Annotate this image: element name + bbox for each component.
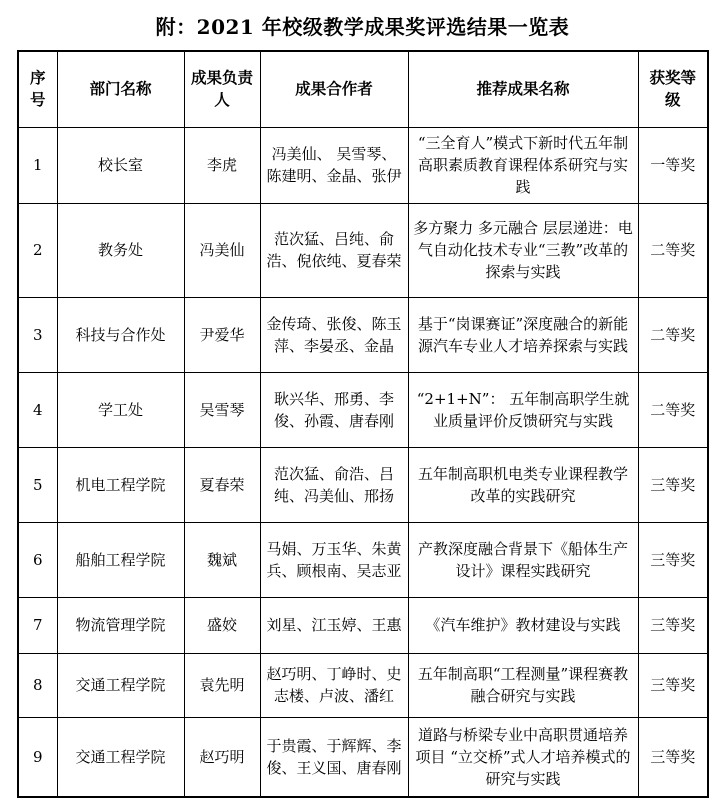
cell-achievement-name: “三全育人”模式下新时代五年制高职素质教育课程体系研究与实践 bbox=[408, 127, 638, 203]
cell-department: 科技与合作处 bbox=[57, 297, 184, 372]
cell-serial-number: 5 bbox=[18, 447, 57, 522]
cell-leader: 袁先明 bbox=[184, 653, 260, 717]
table-header-row bbox=[18, 51, 708, 127]
cell-department: 物流管理学院 bbox=[57, 597, 184, 653]
cell-collaborators: 范次猛、俞浩、吕纯、冯美仙、邢扬 bbox=[260, 447, 408, 522]
cell-award-level: 三等奖 bbox=[638, 447, 708, 522]
cell-collaborators: 马娟、万玉华、朱黄兵、顾根南、吴志亚 bbox=[260, 522, 408, 597]
cell-collaborators: 冯美仙、 吴雪琴、陈建明、金晶、张伊 bbox=[260, 127, 408, 203]
cell-award-level: 二等奖 bbox=[638, 297, 708, 372]
cell-award-level: 二等奖 bbox=[638, 372, 708, 447]
cell-achievement-name: 道路与桥梁专业中高职贯通培养项目 “立交桥”式人才培养模式的研究与实践 bbox=[408, 717, 638, 797]
cell-serial-number: 6 bbox=[18, 522, 57, 597]
cell-collaborators: 于贵霞、于辉辉、李俊、王义国、唐春刚 bbox=[260, 717, 408, 797]
cell-collaborators: 赵巧明、丁峥时、史志楼、卢波、潘红 bbox=[260, 653, 408, 717]
cell-collaborators: 金传琦、张俊、陈玉萍、李晏丞、金晶 bbox=[260, 297, 408, 372]
cell-achievement-name: 《汽车维护》教材建设与实践 bbox=[408, 597, 638, 653]
table-row bbox=[18, 447, 708, 522]
cell-award-level: 一等奖 bbox=[638, 127, 708, 203]
cell-leader: 赵巧明 bbox=[184, 717, 260, 797]
cell-collaborators: 范次猛、吕纯、俞浩、倪依纯、夏春荣 bbox=[260, 203, 408, 297]
cell-serial-number: 2 bbox=[18, 203, 57, 297]
header-leader: 成果负责人 bbox=[184, 51, 260, 127]
cell-achievement-name: 五年制高职机电类专业课程教学改革的实践研究 bbox=[408, 447, 638, 522]
cell-leader: 冯美仙 bbox=[184, 203, 260, 297]
results-table bbox=[17, 50, 709, 798]
cell-serial-number: 9 bbox=[18, 717, 57, 797]
cell-leader: 尹爱华 bbox=[184, 297, 260, 372]
page-title: 附：2021 年校级教学成果奖评选结果一览表 bbox=[155, 15, 570, 39]
cell-leader: 吴雪琴 bbox=[184, 372, 260, 447]
cell-department: 交通工程学院 bbox=[57, 717, 184, 797]
cell-leader: 夏春荣 bbox=[184, 447, 260, 522]
cell-award-level: 三等奖 bbox=[638, 597, 708, 653]
cell-achievement-name: 基于“岗课赛证”深度融合的新能源汽车专业人才培养探索与实践 bbox=[408, 297, 638, 372]
cell-achievement-name: “2+1+N”： 五年制高职学生就业质量评价反馈研究与实践 bbox=[408, 372, 638, 447]
cell-achievement-name: 产教深度融合背景下《船体生产设计》课程实践研究 bbox=[408, 522, 638, 597]
cell-serial-number: 8 bbox=[18, 653, 57, 717]
header-serial-number: 序号 bbox=[18, 51, 57, 127]
table-row bbox=[18, 297, 708, 372]
cell-leader: 李虎 bbox=[184, 127, 260, 203]
cell-serial-number: 4 bbox=[18, 372, 57, 447]
cell-serial-number: 1 bbox=[18, 127, 57, 203]
table-row bbox=[18, 717, 708, 797]
cell-leader: 盛姣 bbox=[184, 597, 260, 653]
table-row bbox=[18, 522, 708, 597]
header-collaborators: 成果合作者 bbox=[260, 51, 408, 127]
cell-achievement-name: 五年制高职“工程测量”课程赛教融合研究与实践 bbox=[408, 653, 638, 717]
table-row bbox=[18, 127, 708, 203]
table-row bbox=[18, 203, 708, 297]
cell-department: 机电工程学院 bbox=[57, 447, 184, 522]
cell-collaborators: 耿兴华、邢勇、李俊、孙霞、唐春刚 bbox=[260, 372, 408, 447]
table-row bbox=[18, 597, 708, 653]
header-achievement-name: 推荐成果名称 bbox=[408, 51, 638, 127]
cell-award-level: 二等奖 bbox=[638, 203, 708, 297]
cell-achievement-name: 多方聚力 多元融合 层层递进：电气自动化技术专业“三教”改革的探索与实践 bbox=[408, 203, 638, 297]
header-department: 部门名称 bbox=[57, 51, 184, 127]
cell-department: 船舶工程学院 bbox=[57, 522, 184, 597]
header-award-level: 获奖等级 bbox=[638, 51, 708, 127]
cell-award-level: 三等奖 bbox=[638, 522, 708, 597]
cell-department: 校长室 bbox=[57, 127, 184, 203]
cell-serial-number: 7 bbox=[18, 597, 57, 653]
cell-award-level: 三等奖 bbox=[638, 717, 708, 797]
cell-collaborators: 刘星、江玉婷、王惠 bbox=[260, 597, 408, 653]
table-row bbox=[18, 372, 708, 447]
cell-award-level: 三等奖 bbox=[638, 653, 708, 717]
cell-department: 交通工程学院 bbox=[57, 653, 184, 717]
cell-serial-number: 3 bbox=[18, 297, 57, 372]
table-row bbox=[18, 653, 708, 717]
cell-leader: 魏斌 bbox=[184, 522, 260, 597]
cell-department: 教务处 bbox=[57, 203, 184, 297]
cell-department: 学工处 bbox=[57, 372, 184, 447]
